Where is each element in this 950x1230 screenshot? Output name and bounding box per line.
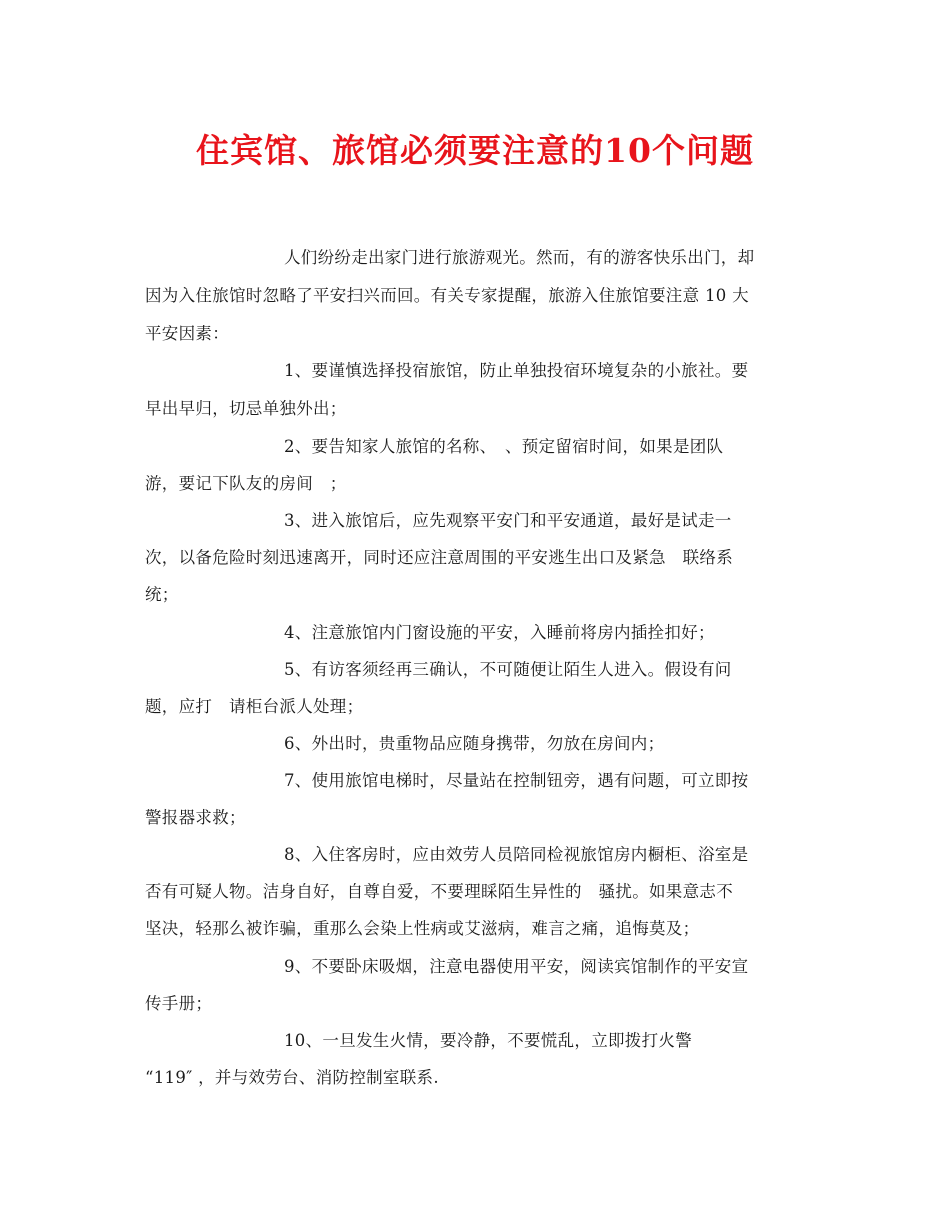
- paragraph-line: 2、要告知家人旅馆的名称、 、预定留宿时间，如果是团队: [284, 437, 724, 456]
- paragraph-line: 早出早归，切忌单独外出；: [145, 399, 347, 418]
- paragraph-line: 5、有访客须经再三确认，不可随便让陌生人进入。假设有问: [284, 660, 732, 679]
- paragraph-line: 游，要记下队友的房间 ；: [145, 474, 347, 493]
- paragraph-line: 人们纷纷走出家门进行旅游观光。然而，有的游客快乐出门，却: [284, 248, 755, 267]
- paragraph-line: 次，以备危险时刻迅速离开，同时还应注意周围的平安逃生出口及紧急 联络系: [145, 548, 733, 567]
- paragraph-line: 坚决，轻那么被诈骗，重那么会染上性病或艾滋病，难言之痛，追悔莫及；: [145, 919, 700, 938]
- paragraph-line: 因为入住旅馆时忽略了平安扫兴而回。有关专家提醒，旅游入住旅馆要注意 10 大: [145, 286, 749, 305]
- paragraph-line: 题，应打 请柜台派人处理；: [145, 697, 364, 716]
- paragraph-line: 否有可疑人物。洁身自好，自尊自爱，不要理睬陌生异性的 骚扰。如果意志不: [145, 882, 733, 901]
- paragraph-line: “119″ ，并与效劳台、消防控制室联系.: [145, 1068, 439, 1087]
- paragraph-line: 统；: [145, 585, 179, 604]
- paragraph-line: 3、进入旅馆后，应先观察平安门和平安通道，最好是试走一: [284, 511, 732, 530]
- paragraph-line: 传手册；: [145, 994, 213, 1013]
- document-title: 住宾馆、旅馆必须要注意的10个问题: [196, 131, 754, 170]
- paragraph-line: 7、使用旅馆电梯时，尽量站在控制钮旁，遇有问题，可立即按: [284, 771, 749, 790]
- paragraph-line: 6、外出时，贵重物品应随身携带，勿放在房间内；: [284, 734, 665, 753]
- paragraph-line: 1、要谨慎选择投宿旅馆，防止单独投宿环境复杂的小旅社。要: [284, 361, 749, 380]
- paragraph-line: 平安因素：: [145, 324, 229, 343]
- paragraph-line: 8、入住客房时，应由效劳人员陪同检视旅馆房内橱柜、浴室是: [284, 845, 749, 864]
- paragraph-line: 10、一旦发生火情，要冷静，不要慌乱，立即拨打火警: [284, 1031, 692, 1050]
- paragraph-line: 9、不要卧床吸烟，注意电器使用平安，阅读宾馆制作的平安宣: [284, 957, 749, 976]
- paragraph-line: 警报器求救；: [145, 808, 246, 827]
- paragraph-line: 4、注意旅馆内门窗设施的平安，入睡前将房内插拴扣好；: [284, 623, 715, 642]
